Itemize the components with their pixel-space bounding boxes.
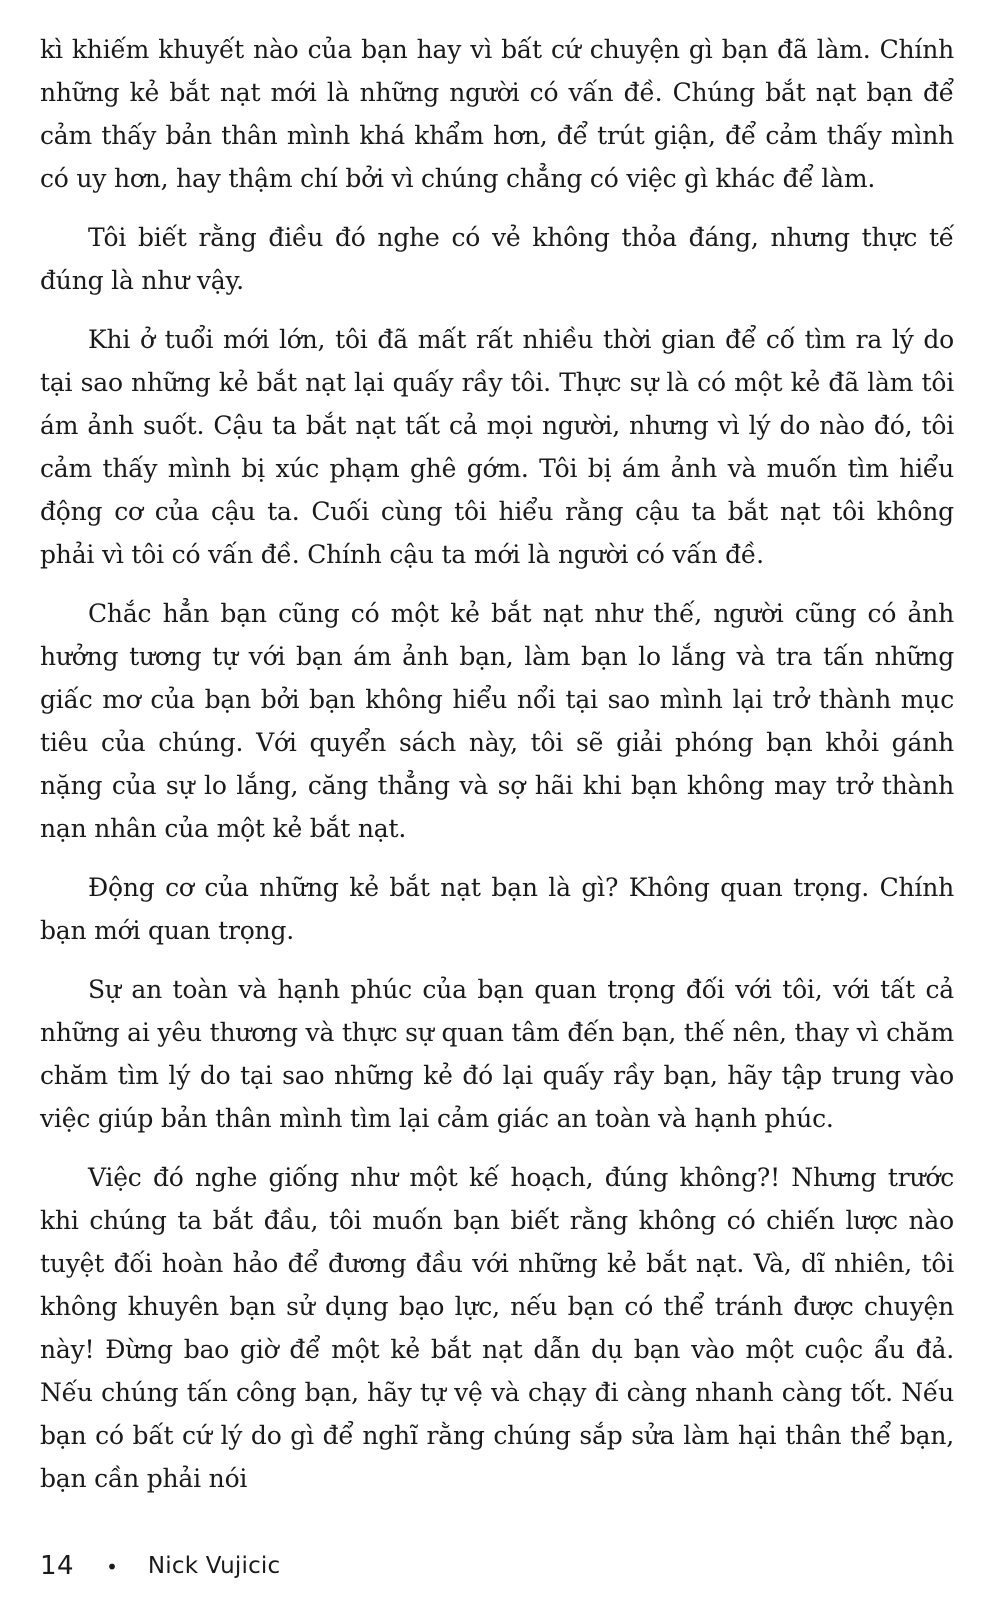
page-body (40, 28, 954, 1516)
paragraph-2: Tôi biết rằng điều đó nghe có vẻ không thỏa đáng, nhưng thực tế đúng là như vậy. (40, 223, 954, 295)
paragraph-6: Sự an toàn và hạnh phúc của bạn quan trọng đối với tôi, với tất cả những ai yêu thương và thực sự quan tâm đến bạn, thế nên, thay vì chăm chăm tìm lý do tại sao những kẻ đó lại quấy rầy bạn, hãy tập trung vào việc giúp bản thân mình tìm lại cảm giác an toàn và hạnh phúc. (40, 975, 954, 1133)
page-number: 14 (40, 1551, 75, 1581)
paragraph-7: Việc đó nghe giống như một kế hoạch, đúng không?! Nhưng trước khi chúng ta bắt đầu, tôi muốn bạn biết rằng không có chiến lược nào tuyệt đối hoàn hảo để đương đầu với những kẻ bắt nạt. Và, dĩ nhiên, tôi không khuyên bạn sử dụng bạo lực, nếu bạn có thể tránh được chuyện này! Đừng bao giờ để một kẻ bắt nạt dẫn dụ bạn vào một cuộc ẩu đả. Nếu chúng tấn công bạn, hãy tự vệ và chạy đi càng nhanh càng tốt. Nếu bạn có bất cứ lý do gì để nghĩ rằng chúng sắp sửa làm hại thân thể bạn, bạn cần phải nói (40, 1163, 954, 1493)
paragraph-3: Khi ở tuổi mới lớn, tôi đã mất rất nhiều thời gian để cố tìm ra lý do tại sao những kẻ bắt nạt lại quấy rầy tôi. Thực sự là có một kẻ đã làm tôi ám ảnh suốt. Cậu ta bắt nạt tất cả mọi người, nhưng vì lý do nào đó, tôi cảm thấy mình bị xúc phạm ghê gớm. Tôi bị ám ảnh và muốn tìm hiểu động cơ của cậu ta. Cuối cùng tôi hiểu rằng cậu ta bắt nạt tôi không phải vì tôi có vấn đề. Chính cậu ta mới là người có vấn đề. (40, 325, 954, 569)
paragraph-5: Động cơ của những kẻ bắt nạt bạn là gì? Không quan trọng. Chính bạn mới quan trọng. (40, 873, 954, 945)
page-footer (40, 1546, 280, 1586)
paragraph-4: Chắc hẳn bạn cũng có một kẻ bắt nạt như thế, người cũng có ảnh hưởng tương tự với bạn ám ảnh bạn, làm bạn lo lắng và tra tấn những giấc mơ của bạn bởi bạn không hiểu nổi tại sao mình lại trở thành mục tiêu của chúng. Với quyển sách này, tôi sẽ giải phóng bạn khỏi gánh nặng của sự lo lắng, căng thẳng và sợ hãi khi bạn không may trở thành nạn nhân của một kẻ bắt nạt. (40, 599, 954, 843)
footer-separator: • (106, 1555, 118, 1579)
author-name: Nick Vujicic (147, 1553, 281, 1579)
paragraph-1: kì khiếm khuyết nào của bạn hay vì bất cứ chuyện gì bạn đã làm. Chính những kẻ bắt nạt mới là những người có vấn đề. Chúng bắt nạt bạn để cảm thấy bản thân mình khá khẩm hơn, để trút giận, để cảm thấy mình có uy hơn, hay thậm chí bởi vì chúng chẳng có việc gì khác để làm. (40, 35, 954, 193)
